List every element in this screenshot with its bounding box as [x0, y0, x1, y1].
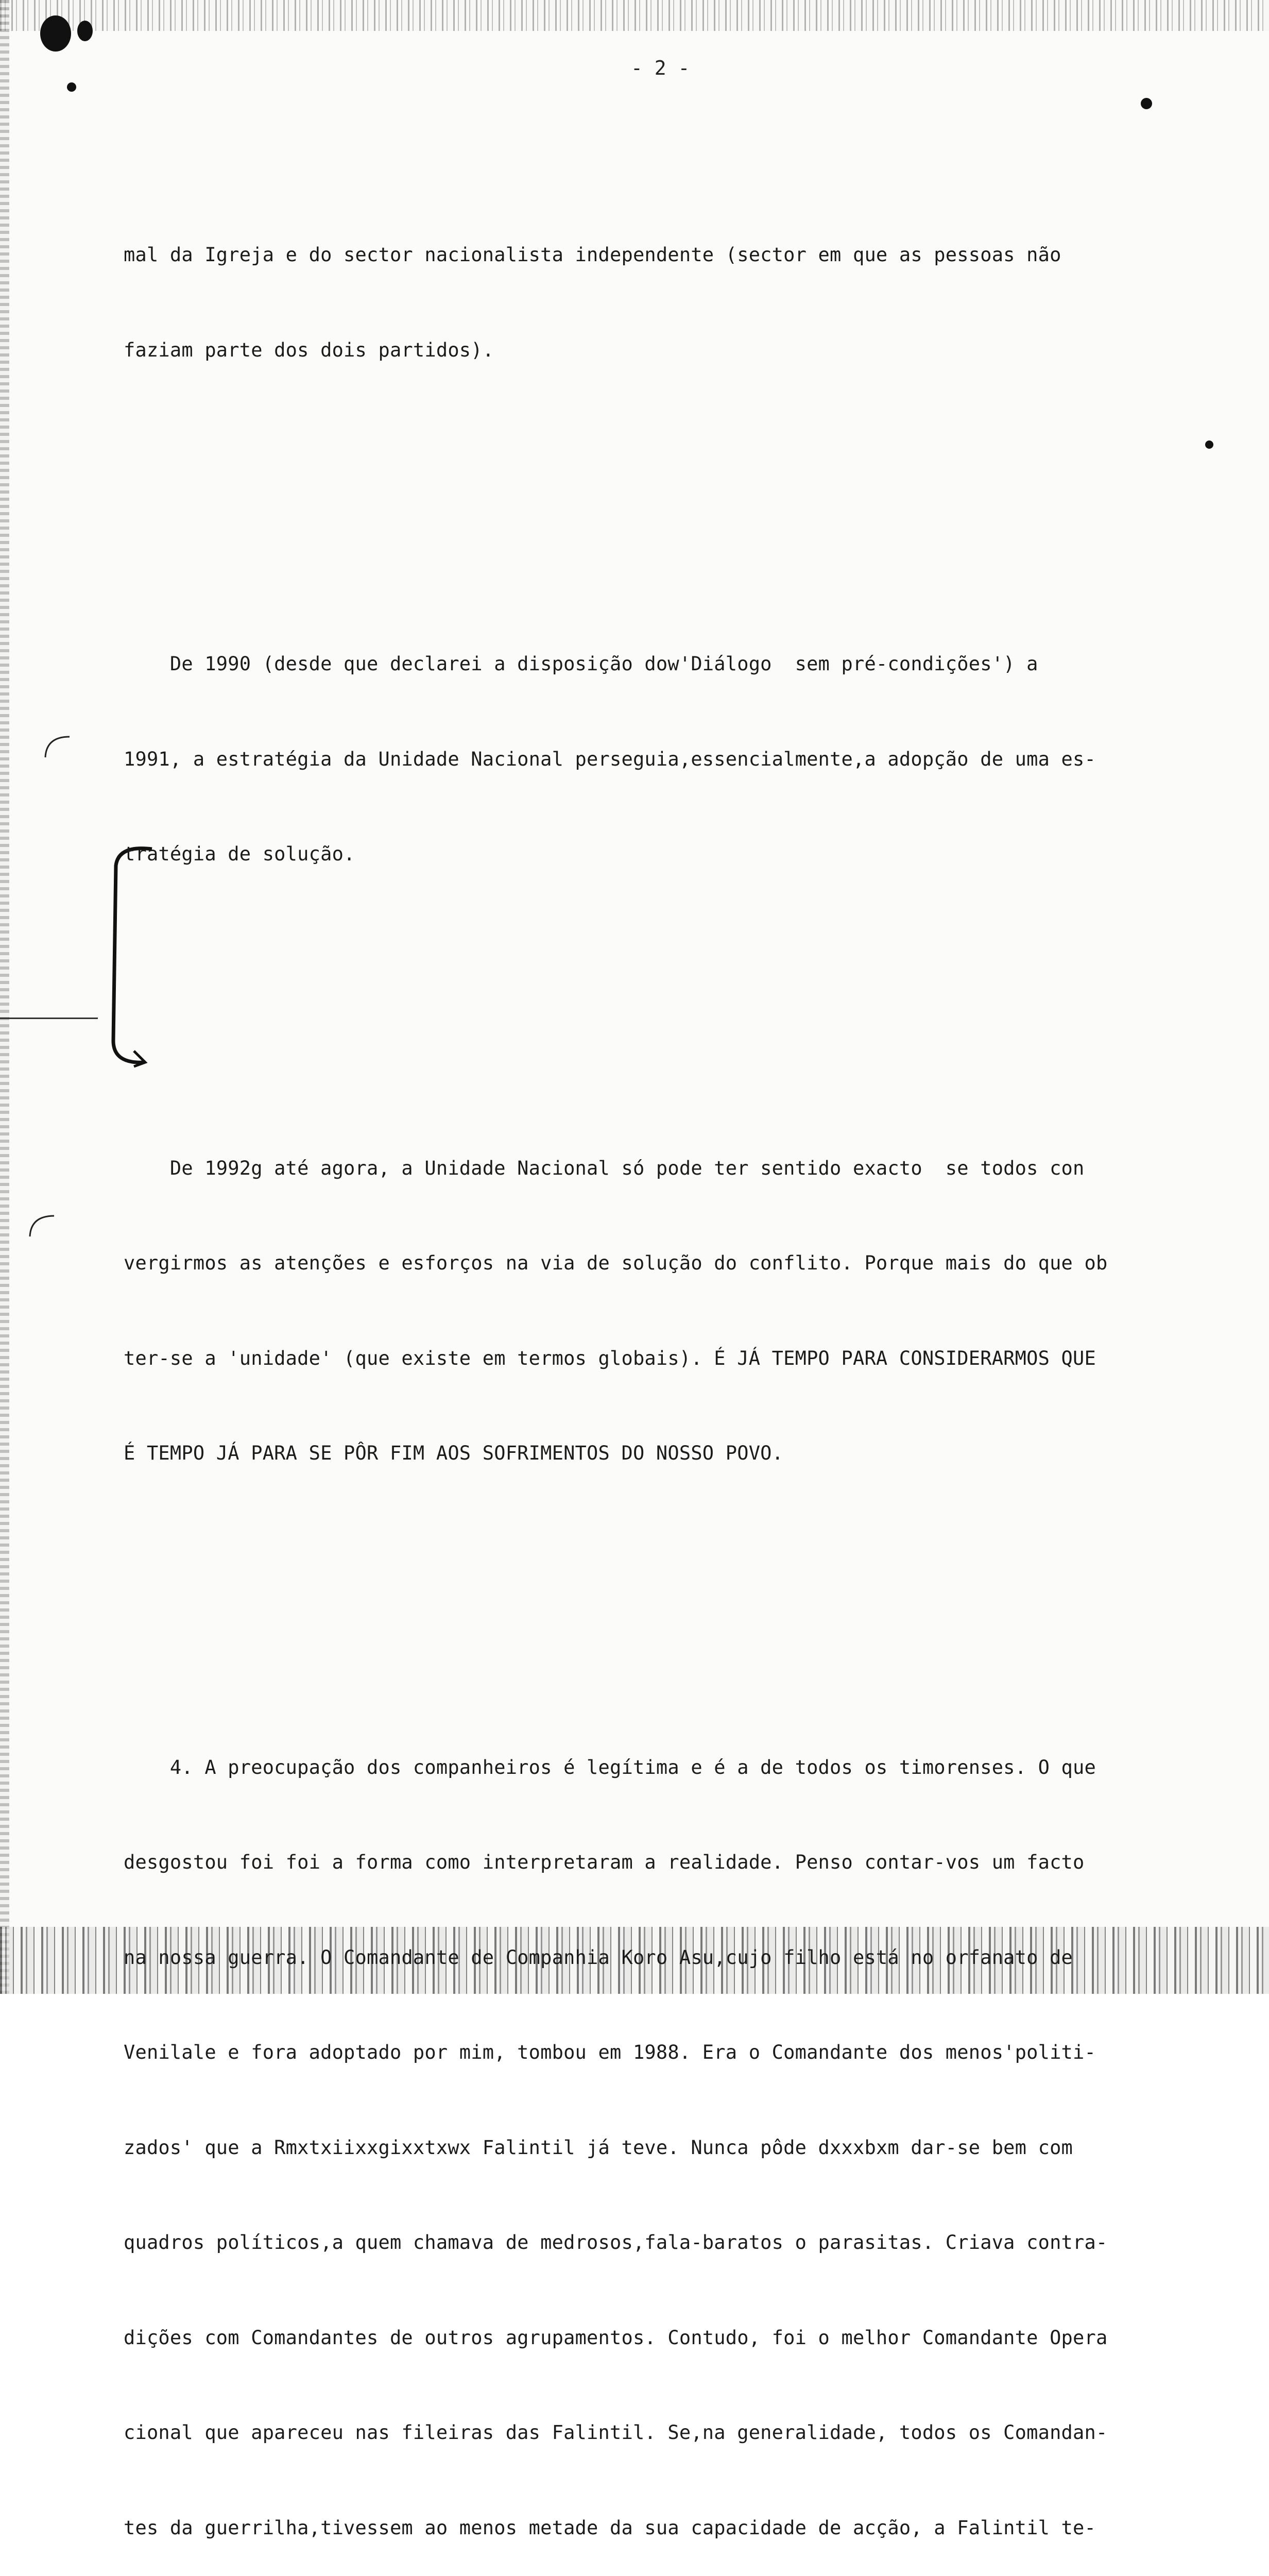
text-line: faziam parte dos dois partidos).: [124, 334, 1210, 366]
text-line: dições com Comandantes de outros agrupamentos. Contudo, foi o melhor Comandante Opera: [124, 2322, 1210, 2354]
text-line: na nossa guerra. O Comandante de Companhia Koro Asu,cujo filho está no orfanato de: [124, 1942, 1210, 1974]
margin-arc: [41, 732, 72, 762]
margin-line: [0, 1018, 98, 1019]
paragraph: [124, 1688, 1210, 2576]
ink-blot: [40, 15, 71, 52]
ink-blot: [77, 21, 93, 41]
text-line: ter-se a 'unidade' (que existe em termos globais). É JÁ TEMPO PARA CONSIDERARMOS QUE: [124, 1343, 1210, 1375]
scan-noise-top: [0, 0, 1269, 31]
paragraph: [124, 1089, 1210, 1533]
paragraph: [124, 176, 1210, 429]
text-line: Venilale e fora adoptado por mim, tombou em 1988. Era o Comandante dos menos'politi-: [124, 2037, 1210, 2069]
text-line: 4. A preocupação dos companheiros é legítima e é a de todos os timorenses. O que: [124, 1752, 1210, 1784]
text-line: De 1990 (desde que declarei a disposição dow'Diálogo sem pré-condições') a: [124, 648, 1210, 680]
page-number: - 2 -: [631, 57, 690, 79]
text-line: De 1992g até agora, a Unidade Nacional só pode ter sentido exacto se todos con: [124, 1153, 1210, 1184]
text-line: zados' que a Rmxtxiixxgixxtxwx Falintil já teve. Nunca pôde dxxxbxm dar-se bem com: [124, 2132, 1210, 2164]
ink-blot: [67, 82, 76, 92]
margin-arc: [26, 1211, 57, 1242]
text-line: mal da Igreja e do sector nacionalista independente (sector em que as pessoas não: [124, 239, 1210, 271]
text-line: É TEMPO JÁ PARA SE PÔR FIM AOS SOFRIMENTOS DO NOSSO POVO.: [124, 1437, 1210, 1469]
text-line: vergirmos as atenções e esforços na via de solução do conflito. Porque mais do que ob: [124, 1247, 1210, 1279]
document-body: [124, 112, 1210, 2576]
scan-noise-left: [0, 0, 9, 1994]
text-line: 1991, a estratégia da Unidade Nacional perseguia,essencialmente,a adopção de uma es-: [124, 743, 1210, 775]
text-line: tratégia de solução.: [124, 838, 1210, 870]
ink-blot: [1141, 98, 1152, 109]
paragraph: [124, 585, 1210, 934]
text-line: cional que apareceu nas fileiras das Falintil. Se,na generalidade, todos os Comandan-: [124, 2417, 1210, 2449]
text-line: tes da guerrilha,tivessem ao menos metade da sua capacidade de acção, a Falintil te-: [124, 2512, 1210, 2544]
text-line: quadros políticos,a quem chamava de medrosos,fala-baratos o parasitas. Criava contra-: [124, 2227, 1210, 2259]
text-line: desgostou foi foi a forma como interpretaram a realidade. Penso contar-vos um facto: [124, 1846, 1210, 1878]
